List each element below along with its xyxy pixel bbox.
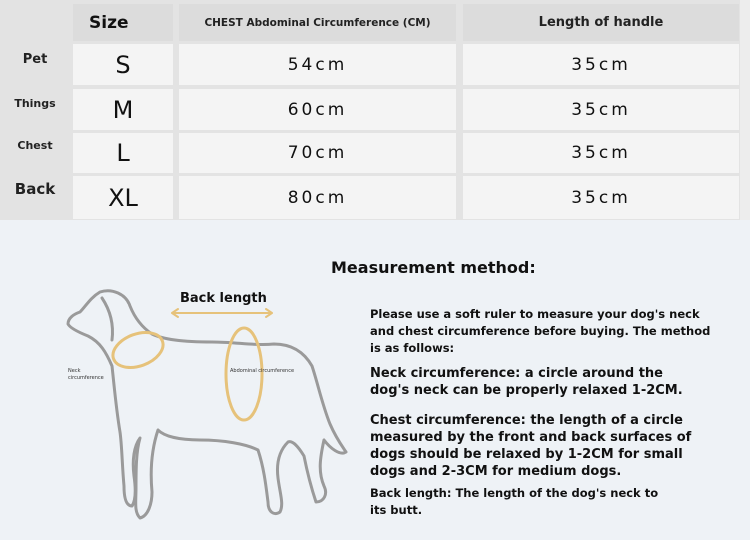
- table-row-chest: 70cm: [179, 133, 456, 173]
- chart-edge: [740, 0, 750, 220]
- intro-text: Please use a soft ruler to measure your dog's neck and chest circumference before buying. The method is as follows:: [370, 307, 711, 355]
- table-row-handle: 35cm: [463, 89, 739, 130]
- neck-ring: [108, 326, 168, 374]
- table-row-size: XL: [73, 176, 173, 219]
- dog-ear: [102, 298, 113, 340]
- header-handle-length: Length of handle: [463, 4, 739, 41]
- dog-measurement-diagram: [60, 280, 360, 530]
- table-row-size: L: [73, 133, 173, 173]
- table-row-handle: 35cm: [463, 44, 739, 85]
- table-row-handle: 35cm: [463, 176, 739, 219]
- row-label-back: Back: [14, 180, 56, 198]
- row-label-pet: Pet: [22, 52, 48, 67]
- table-row-handle: 35cm: [463, 133, 739, 173]
- header-chest: CHEST Abdominal Circumference (CM): [179, 4, 456, 41]
- row-label-things: Things: [14, 97, 56, 110]
- neck-instruction: Neck circumference: a circle around the dog's neck can be properly relaxed 1-2CM.: [370, 366, 683, 398]
- dog-outline: [68, 291, 346, 518]
- table-row-size: S: [73, 44, 173, 85]
- header-size: Size: [73, 4, 173, 41]
- row-label-chest: Chest: [17, 139, 53, 152]
- table-row-chest: 80cm: [179, 176, 456, 219]
- neck-circumference-label: Neck circumference: [68, 368, 104, 381]
- table-row-chest: 54cm: [179, 44, 456, 85]
- table-row-chest: 60cm: [179, 89, 456, 130]
- back-instruction: Back length: The length of the dog's neck to its butt.: [370, 486, 659, 517]
- size-chart: [0, 0, 750, 220]
- abdominal-circumference-label: Abdominal circumference: [230, 368, 295, 374]
- back-length-arrow: [172, 309, 272, 317]
- back-length-label: Back length: [180, 291, 267, 306]
- table-row-size: M: [73, 89, 173, 130]
- chest-instruction: Chest circumference: the length of a circle measured by the front and back surfaces of dogs should be relaxed by 1-2CM for small dogs and 2-3CM for medium dogs.: [370, 413, 692, 479]
- measurement-title: Measurement method:: [331, 258, 536, 277]
